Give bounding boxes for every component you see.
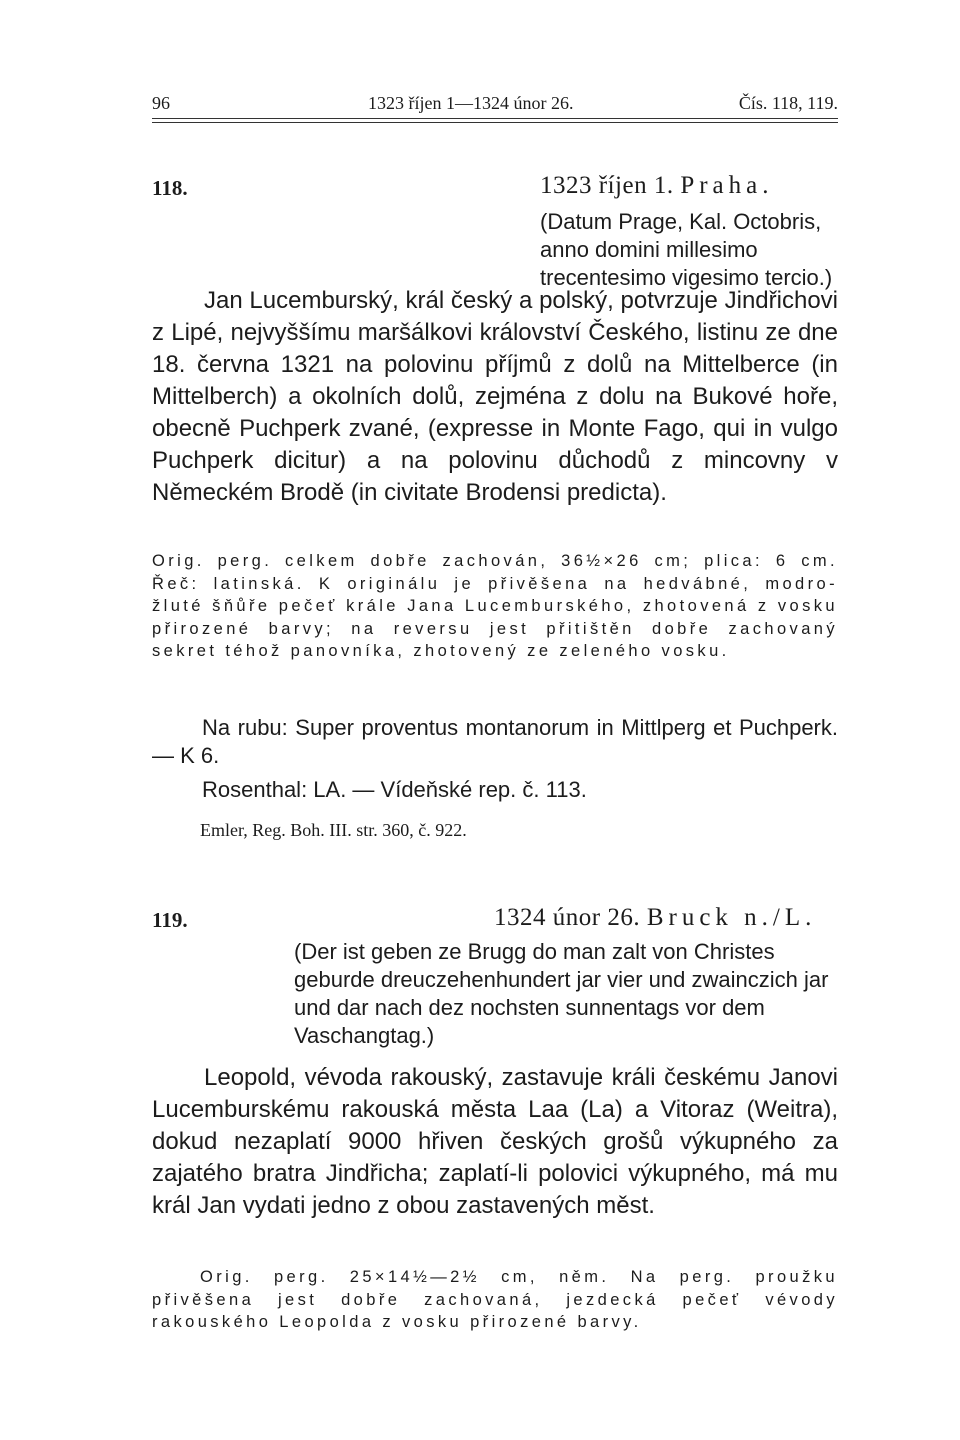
- entry-number-119: 119.: [152, 908, 188, 932]
- entry-118-date-line: [540, 172, 774, 200]
- entry-118-datum: (Datum Prage, Kal. Octobris, anno domini millesimo trecentesimo vigesimo tercio.): [540, 209, 833, 290]
- entry-118-emler: Emler, Reg. Boh. III. str. 360, č. 922.: [200, 820, 467, 840]
- entry-118-na-rubu: Na rubu: Super proventus montanorum in Mittlperg et Puchperk. — K 6.: [152, 715, 838, 768]
- entry-118-note: Orig. perg. celkem dobře zachován, 36½×26 cm; plica: 6 cm. Řeč: latinská. K originálu je přivěšena na hedvábné, modro-žluté šňůře pečeť krále Jana Lucemburského, zhotovená z vosku přirozené barvy; na reversu jest přitištěn dobře zachovaný sekret téhož panovníka, zhotovený ze zeleného vosku.: [152, 552, 838, 660]
- page-number: 96: [152, 93, 170, 113]
- entry-119-date: 1324 únor 26.: [494, 904, 641, 931]
- header-date-range: 1323 říjen 1—1324 únor 26.: [368, 93, 574, 113]
- header-rule-bottom: [152, 122, 838, 123]
- entry-119-place: Bruck n./L.: [646, 904, 817, 931]
- entry-119-date-line: [494, 904, 816, 932]
- entry-119-note: Orig. perg. 25×14½—2½ cm, něm. Na perg. proužku přivěšena jest dobře zachovaná, jezdecká pečeť vévody rakouského Leopolda z vosku přirozené barvy.: [152, 1268, 838, 1331]
- header-doc-numbers: Čís. 118, 119.: [738, 93, 838, 113]
- entry-118-regest: Jan Lucemburský, král český a polský, potvrzuje Jindřichovi z Lipé, nejvyššímu maršálkovi království Českého, listinu ze dne 18. června 1321 na polovinu příjmů z dolů na Mittelberce (in Mittelberch) a okolních dolů, zejména z dolu na Bukové hoře, obecně Puchperk zvané, (expresse in Monte Fago, qui in vulgo Puchperk dicitur) a na polovinu důchodů z mincovny v Německém Brodě (in civitate Brodensi predicta).: [152, 287, 838, 506]
- entry-number-118: 118.: [152, 176, 188, 200]
- entry-118-place: Praha.: [680, 172, 774, 199]
- entry-119-datum: (Der ist geben ze Brugg do man zalt von Christes geburde dreuczehenhundert jar vier und zwainczich jar und dar nach dez nochsten sunnentags vor dem Vaschangtag.): [294, 939, 829, 1048]
- entry-119-regest: Leopold, vévoda rakouský, zastavuje králi českému Janovi Lucemburskému rakouská města Laa (La) a Vitoraz (Weitra), dokud nezaplatí 9000 hřiven českých grošů výkupného za zajatého bratra Jindřicha; zaplatí-li polovici výkupného, má mu král Jan vydati jedno z obou zastavených měst.: [152, 1064, 838, 1219]
- entry-118-rosenthal: Rosenthal: LA. — Vídeňské rep. č. 113.: [202, 777, 587, 802]
- header-rule-top: [152, 118, 838, 119]
- entry-118-date: 1323 říjen 1.: [540, 172, 674, 199]
